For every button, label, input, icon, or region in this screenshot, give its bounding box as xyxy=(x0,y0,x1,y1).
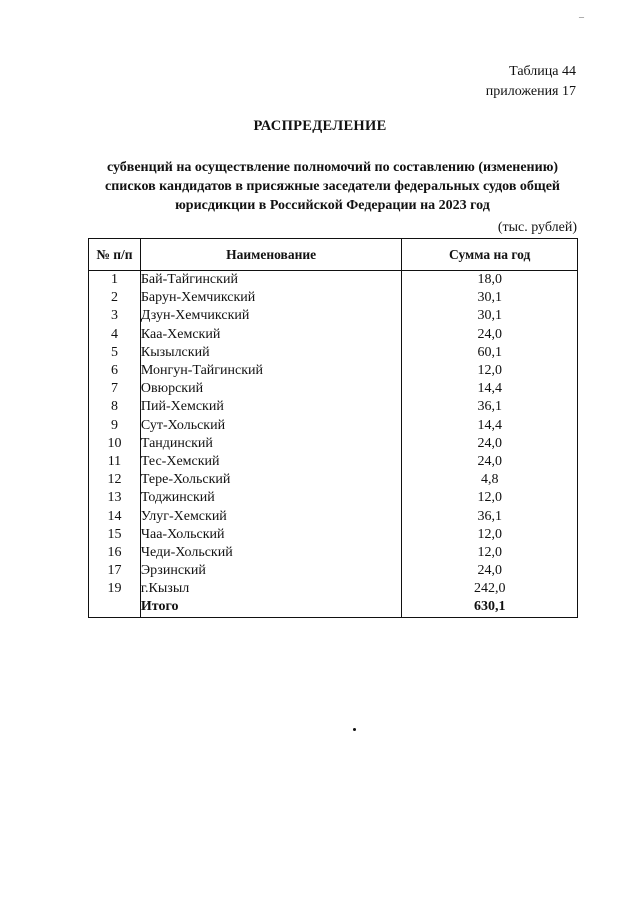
row-sum: 242,0 xyxy=(402,580,578,598)
row-name: Дзун-Хемчикский xyxy=(140,307,401,325)
row-name: Тандинский xyxy=(140,435,401,453)
row-sum: 12,0 xyxy=(402,489,578,507)
row-number: 13 xyxy=(89,489,141,507)
row-sum: 36,1 xyxy=(402,507,578,525)
row-number: 2 xyxy=(89,289,141,307)
table-row xyxy=(89,526,578,544)
table-header-row xyxy=(89,239,578,271)
row-sum: 14,4 xyxy=(402,380,578,398)
row-sum: 12,0 xyxy=(402,544,578,562)
table-row xyxy=(89,271,578,290)
row-name: Тоджинский xyxy=(140,489,401,507)
table-row xyxy=(89,453,578,471)
row-name: Каа-Хемский xyxy=(140,326,401,344)
row-number: 19 xyxy=(89,580,141,598)
total-row xyxy=(89,598,578,617)
row-sum: 24,0 xyxy=(402,562,578,580)
row-number: 6 xyxy=(89,362,141,380)
header-name: Наименование xyxy=(140,239,401,271)
header-number: № п/п xyxy=(89,239,141,271)
row-number: 10 xyxy=(89,435,141,453)
row-sum: 24,0 xyxy=(402,326,578,344)
row-sum: 30,1 xyxy=(402,289,578,307)
row-name: Бай-Тайгинский xyxy=(140,271,401,290)
table-row xyxy=(89,344,578,362)
row-number: 4 xyxy=(89,326,141,344)
stray-dot-mark xyxy=(353,728,356,731)
table-row xyxy=(89,417,578,435)
row-number: 15 xyxy=(89,526,141,544)
row-sum: 14,4 xyxy=(402,417,578,435)
row-name: Сут-Хольский xyxy=(140,417,401,435)
document-title: РАСПРЕДЕЛЕНИЕ xyxy=(253,118,387,134)
row-sum: 30,1 xyxy=(402,307,578,325)
row-number: 7 xyxy=(89,380,141,398)
row-sum: 60,1 xyxy=(402,344,578,362)
subtitle-line-1: субвенций на осуществление полномочий по составлению (изменению) xyxy=(106,160,559,175)
table-row xyxy=(89,398,578,416)
row-number: 3 xyxy=(89,307,141,325)
row-number: 5 xyxy=(89,344,141,362)
header-sum: Сумма на год xyxy=(402,239,578,271)
row-name: Овюрский xyxy=(140,380,401,398)
table-row xyxy=(89,362,578,380)
row-name: Тере-Хольский xyxy=(140,471,401,489)
page-corner-mark: _ xyxy=(579,8,584,19)
row-sum: 36,1 xyxy=(402,398,578,416)
row-name: Эрзинский xyxy=(140,562,401,580)
table-row xyxy=(89,507,578,525)
subtitle-line-3: юрисдикции в Российской Федерации на 2023 год xyxy=(175,198,490,213)
total-number xyxy=(89,598,141,617)
table-row xyxy=(89,471,578,489)
total-label: Итого xyxy=(140,598,401,617)
row-sum: 12,0 xyxy=(402,526,578,544)
row-number: 8 xyxy=(89,398,141,416)
document-subtitle xyxy=(90,158,575,215)
units-label: (тыс. рублей) xyxy=(497,220,577,235)
row-sum: 24,0 xyxy=(402,453,578,471)
row-number: 11 xyxy=(89,453,141,471)
row-name: г.Кызыл xyxy=(140,580,401,598)
reference-line-appendix: приложения 17 xyxy=(485,84,576,99)
row-sum: 18,0 xyxy=(402,271,578,290)
table-body xyxy=(89,271,578,618)
row-name: Барун-Хемчикский xyxy=(140,289,401,307)
row-number: 9 xyxy=(89,417,141,435)
reference-line-table: Таблица 44 xyxy=(509,64,576,79)
subtitle-line-2: списков кандидатов в присяжные заседатели федеральных судов общей xyxy=(105,179,560,194)
row-number: 1 xyxy=(89,271,141,290)
table-reference xyxy=(486,62,576,102)
row-name: Улуг-Хемский xyxy=(140,507,401,525)
row-sum: 24,0 xyxy=(402,435,578,453)
table-row xyxy=(89,289,578,307)
total-sum: 630,1 xyxy=(402,598,578,617)
row-sum: 12,0 xyxy=(402,362,578,380)
row-name: Чаа-Хольский xyxy=(140,526,401,544)
distribution-table xyxy=(88,238,578,618)
table-row xyxy=(89,307,578,325)
table-row xyxy=(89,489,578,507)
row-number: 14 xyxy=(89,507,141,525)
table-row xyxy=(89,562,578,580)
table-row xyxy=(89,435,578,453)
row-number: 12 xyxy=(89,471,141,489)
table-row xyxy=(89,326,578,344)
row-number: 16 xyxy=(89,544,141,562)
row-name: Монгун-Тайгинский xyxy=(140,362,401,380)
table-row xyxy=(89,380,578,398)
row-name: Тес-Хемский xyxy=(140,453,401,471)
row-name: Кызылский xyxy=(140,344,401,362)
row-sum: 4,8 xyxy=(402,471,578,489)
table-row xyxy=(89,580,578,598)
row-name: Пий-Хемский xyxy=(140,398,401,416)
row-number: 17 xyxy=(89,562,141,580)
table-row xyxy=(89,544,578,562)
row-name: Чеди-Хольский xyxy=(140,544,401,562)
